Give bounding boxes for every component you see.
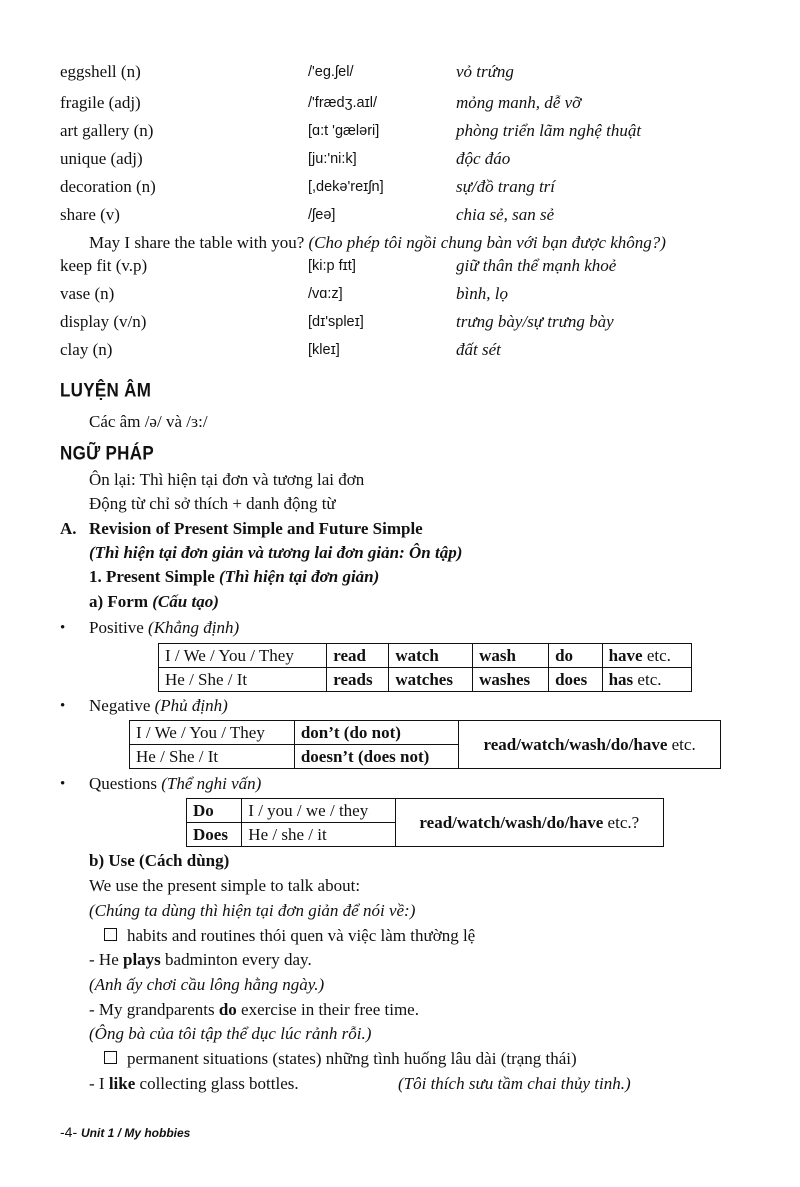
vocab-ipa: /ʃeə] <box>308 207 336 223</box>
share-example <box>89 233 666 253</box>
table-row <box>159 668 692 692</box>
example-text: badminton every day. <box>160 950 312 969</box>
use-permanent-text: permanent situations (states) những tình huống lâu dài (trạng thái) <box>127 1049 577 1068</box>
example-1 <box>89 950 312 970</box>
checkbox-square-icon <box>104 1051 117 1064</box>
subject-cell: I / We / You / They <box>130 721 295 745</box>
section-a-title: Revision of Present Simple and Future Simple <box>89 519 423 538</box>
page-number: -4- <box>60 1124 78 1140</box>
vocab-ipa: [kleɪ] <box>308 342 340 358</box>
subject-cell: I / you / we / they <box>242 799 395 823</box>
positive-table <box>158 643 692 692</box>
use-habits-text: habits and routines thói quen và việc làm thường lệ <box>127 926 476 945</box>
use-habits <box>104 926 475 946</box>
etc-text: etc. <box>633 669 662 689</box>
negative-label-vi: (Phủ định) <box>154 696 228 715</box>
vocab-meaning: đất sét <box>456 340 501 359</box>
table-row <box>159 644 692 668</box>
verb-cell: washes <box>473 668 549 692</box>
vocab-word: vase (n) <box>60 284 115 303</box>
vocab-meaning: bình, lọ <box>456 284 508 303</box>
use-intro-vi: (Chúng ta dùng thì hiện tại đơn giản để nói về:) <box>89 901 416 920</box>
section-a-title-vi: (Thì hiện tại đơn giản và tương lai đơn giản: Ôn tập) <box>89 543 463 562</box>
verb-bold: read/watch/wash/do/have <box>419 812 604 832</box>
vocab-meaning: mỏng manh, dễ vỡ <box>456 93 582 112</box>
auxiliary-cell: don’t (do not) <box>294 721 458 745</box>
vocab-ipa: /'eg.ʃel/ <box>308 64 354 80</box>
verb-cell <box>602 644 691 668</box>
vocab-word: share (v) <box>60 205 120 224</box>
page-footer <box>60 1124 190 1140</box>
example-3-vi: (Tôi thích sưu tầm chai thủy tinh.) <box>398 1074 631 1093</box>
example-text: - He <box>89 950 123 969</box>
verb-cell: wash <box>473 644 549 668</box>
pronunciation-heading: LUYỆN ÂM <box>60 379 152 401</box>
grammar-review-2: Động từ chỉ sở thích + danh động từ <box>89 494 336 513</box>
bullet-icon: • <box>60 698 66 714</box>
subject-cell: He / She / It <box>159 668 327 692</box>
table-row <box>187 799 664 823</box>
vocab-meaning: chia sẻ, san sẻ <box>456 205 555 224</box>
vocab-ipa: [ju:'ni:k] <box>308 151 357 167</box>
example-2 <box>89 1000 419 1020</box>
example-text: exercise in their free time. <box>236 1000 419 1019</box>
form-title-vi: (Cấu tạo) <box>152 592 219 611</box>
vocab-word: fragile (adj) <box>60 93 141 112</box>
use-intro: We use the present simple to talk about: <box>89 876 361 895</box>
verb-cell <box>602 668 691 692</box>
positive-label-vi: (Khẳng định) <box>148 618 240 637</box>
verb-cell: reads <box>327 668 389 692</box>
use-title: b) Use (Cách dùng) <box>89 851 230 870</box>
questions-label <box>89 774 261 794</box>
vocab-meaning: trưng bày/sự trưng bày <box>456 312 614 331</box>
vocab-meaning: sự/đồ trang trí <box>456 177 556 196</box>
present-simple-title-vi: (Thì hiện tại đơn giản) <box>219 567 380 586</box>
positive-label <box>89 618 239 638</box>
grammar-heading: NGỮ PHÁP <box>60 442 154 464</box>
verb-cell: watch <box>389 644 473 668</box>
present-simple-title <box>89 567 379 587</box>
verb-cell <box>395 799 663 847</box>
checkbox-square-icon <box>104 928 117 941</box>
vocab-word: art gallery (n) <box>60 121 154 140</box>
verb-cell: does <box>549 668 603 692</box>
vocab-word: decoration (n) <box>60 177 156 196</box>
verb-cell: watches <box>389 668 473 692</box>
negative-table <box>129 720 721 769</box>
vocab-word: display (v/n) <box>60 312 147 331</box>
example-2-vi: (Ông bà của tôi tập thể dục lúc rảnh rỗi.) <box>89 1024 372 1043</box>
vocab-word: keep fit (v.p) <box>60 256 148 275</box>
vocab-meaning: giữ thân thể mạnh khoẻ <box>456 256 617 275</box>
table-row <box>130 721 721 745</box>
form-title-en: a) Form <box>89 592 149 611</box>
example-verb: plays <box>122 950 161 969</box>
example-vietnamese: (Cho phép tôi ngồi chung bàn với bạn được không?) <box>308 233 666 252</box>
vocab-ipa: [ɑ:t 'gæləri] <box>308 123 380 139</box>
vocab-word: clay (n) <box>60 340 113 359</box>
vocab-ipa: [ki:p fɪt] <box>308 258 356 274</box>
verb-bold: have <box>608 645 643 665</box>
subject-cell: I / We / You / They <box>159 644 327 668</box>
subject-cell: He / she / it <box>242 823 395 847</box>
vocab-meaning: vỏ trứng <box>456 62 514 81</box>
questions-table <box>186 798 664 847</box>
bullet-icon: • <box>60 620 66 636</box>
example-text: - My grandparents <box>89 1000 219 1019</box>
vocab-ipa: /vɑ:z] <box>308 286 343 302</box>
verb-cell: do <box>549 644 603 668</box>
negative-label <box>89 696 228 716</box>
vocab-ipa: /'frædʒ.aɪl/ <box>308 95 378 111</box>
example-english: May I share the table with you? <box>89 233 305 252</box>
questions-label-en: Questions <box>89 774 157 793</box>
use-permanent <box>104 1049 577 1069</box>
example-text: collecting glass bottles. <box>135 1074 299 1093</box>
verb-bold: read/watch/wash/do/have <box>483 734 668 754</box>
pronunciation-text: Các âm /ə/ và /ɜ:/ <box>89 412 208 431</box>
example-3 <box>89 1074 299 1094</box>
verb-cell <box>459 721 721 769</box>
etc-text: etc. <box>642 645 671 665</box>
vocab-word: unique (adj) <box>60 149 143 168</box>
example-1-vi: (Anh ấy chơi cầu lông hằng ngày.) <box>89 975 325 994</box>
present-simple-title-en: 1. Present Simple <box>89 567 215 586</box>
example-verb: do <box>218 1000 237 1019</box>
example-verb: like <box>108 1074 136 1093</box>
verb-cell: read <box>327 644 389 668</box>
negative-label-en: Negative <box>89 696 151 715</box>
section-a-label: A. <box>60 519 77 538</box>
example-text: - I <box>89 1074 109 1093</box>
auxiliary-cell: doesn’t (does not) <box>294 745 458 769</box>
grammar-review-1: Ôn lại: Thì hiện tại đơn và tương lai đơn <box>89 470 365 489</box>
vocab-ipa: [dɪ'spleɪ] <box>308 314 364 330</box>
questions-label-vi: (Thể nghi vấn) <box>161 774 262 793</box>
etc-text: etc.? <box>603 812 640 832</box>
verb-bold: has <box>608 669 634 689</box>
vocab-meaning: phòng triển lãm nghệ thuật <box>456 121 642 140</box>
vocab-word: eggshell (n) <box>60 62 141 81</box>
auxiliary-cell: Do <box>187 799 242 823</box>
bullet-icon: • <box>60 776 66 792</box>
positive-label-en: Positive <box>89 618 144 637</box>
etc-text: etc. <box>667 734 696 754</box>
vocab-meaning: độc đáo <box>456 149 511 168</box>
unit-title: Unit 1 / My hobbies <box>81 1126 191 1140</box>
auxiliary-cell: Does <box>187 823 242 847</box>
subject-cell: He / She / It <box>130 745 295 769</box>
vocab-ipa: [,dekə'reɪʃn] <box>308 179 384 195</box>
form-title <box>89 592 219 612</box>
